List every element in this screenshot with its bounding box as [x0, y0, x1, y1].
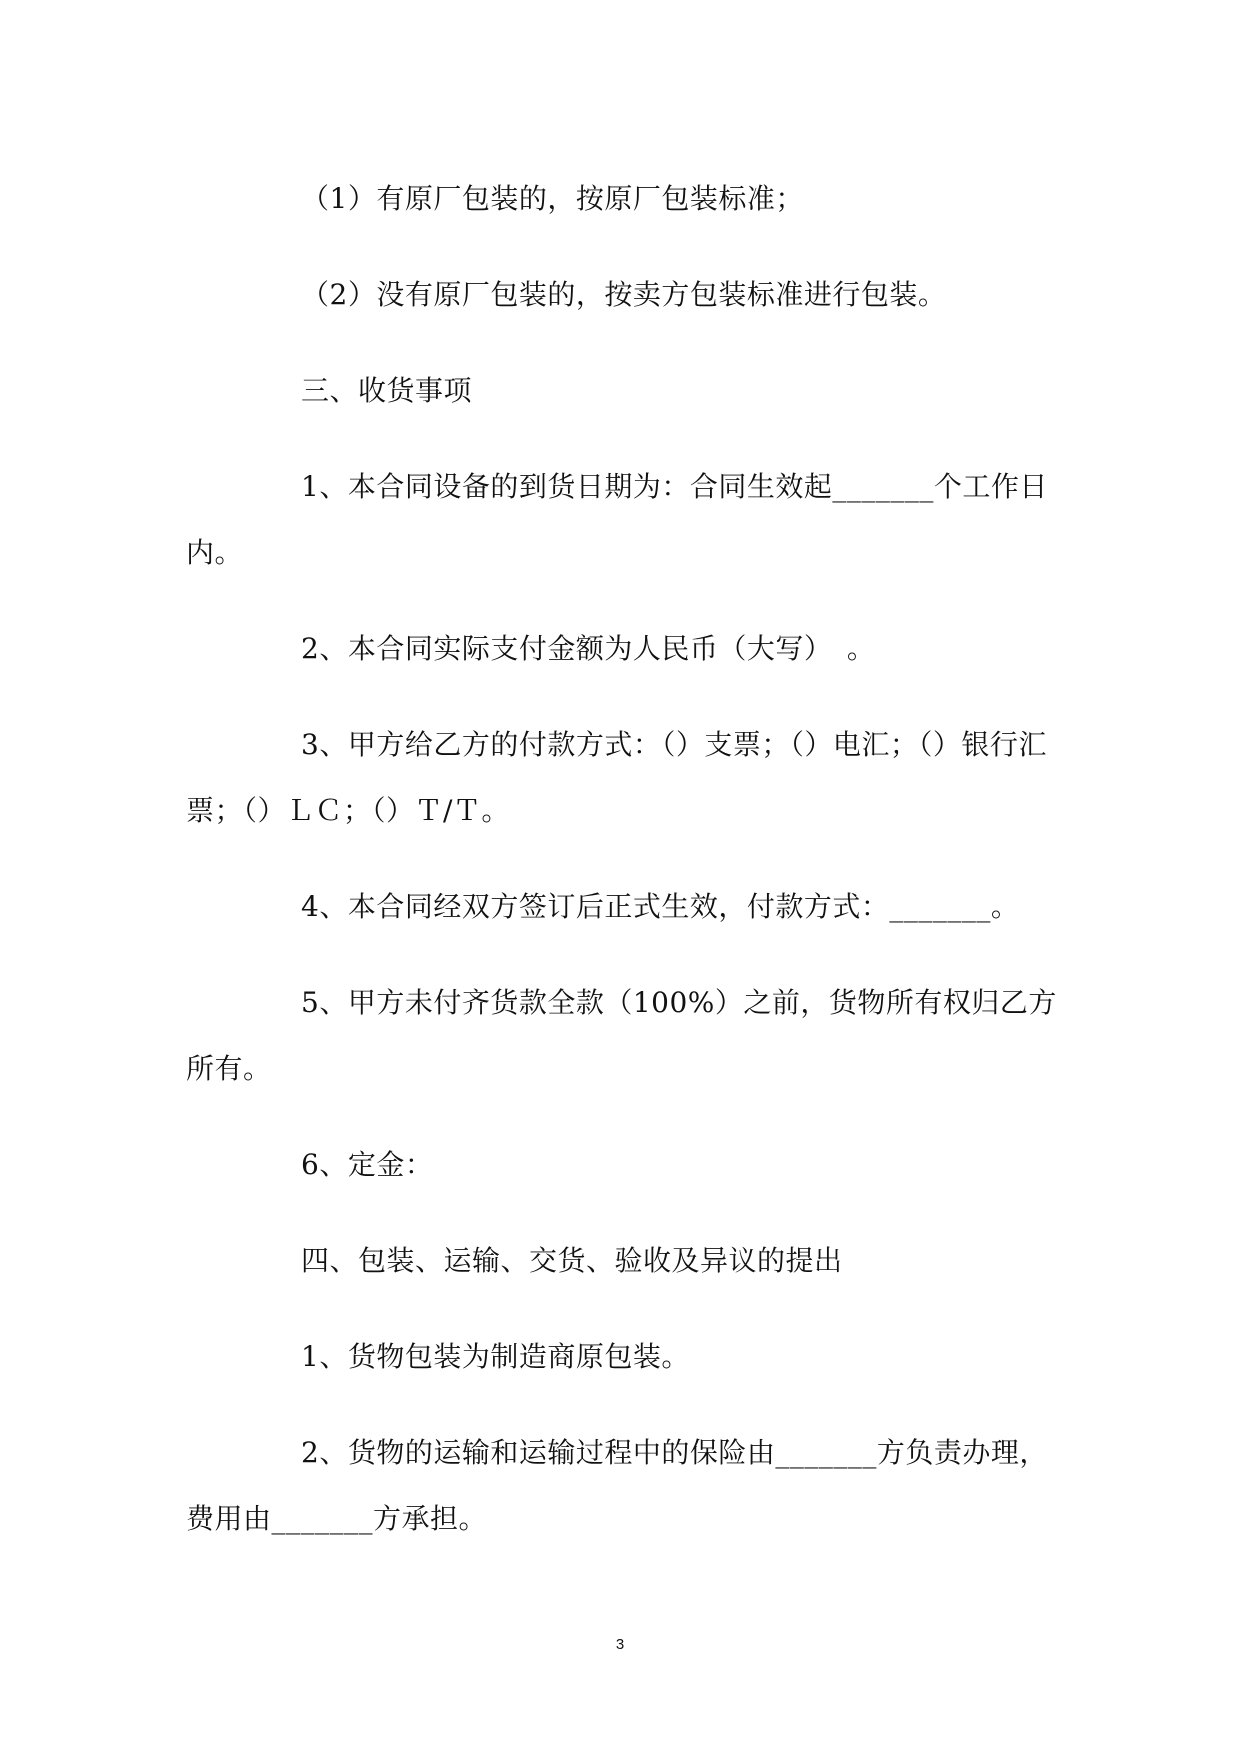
- section-heading-receiving: 三、收货事项: [301, 374, 473, 407]
- packing-clause-1: （1）有原厂包装的，按原厂包装标准；: [301, 182, 804, 215]
- receiving-clause-1: 1、本合同设备的到货日期为：合同生效起_______个工作日内。: [186, 470, 1048, 569]
- contract-body: [186, 166, 1066, 1582]
- receiving-clause-2: 2、本合同实际支付金额为人民币（大写） 。: [301, 632, 876, 665]
- receiving-clause-4: 4、本合同经双方签订后正式生效，付款方式：_______。: [301, 890, 1020, 923]
- transport-clause-2: 2、货物的运输和运输过程中的保险由_______方负责办理，费用由_______方承担。: [186, 1436, 1048, 1535]
- section-heading-packing-transport: 四、包装、运输、交货、验收及异议的提出: [301, 1244, 843, 1277]
- transport-clause-1: 1、货物包装为制造商原包装。: [301, 1340, 690, 1373]
- receiving-clause-6: 6、定金：: [301, 1148, 434, 1181]
- page-number: 3: [615, 1636, 625, 1653]
- receiving-clause-3: 3、甲方给乙方的付款方式：（）支票；（）电汇；（）银行汇票；（）ＬＣ；（）Ｔ/Ｔ。: [186, 728, 1047, 827]
- receiving-clause-5: 5、甲方未付齐货款全款（100%）之前，货物所有权归乙方所有。: [186, 986, 1057, 1085]
- packing-clause-2: （2）没有原厂包装的，按卖方包装标准进行包装。: [301, 278, 947, 311]
